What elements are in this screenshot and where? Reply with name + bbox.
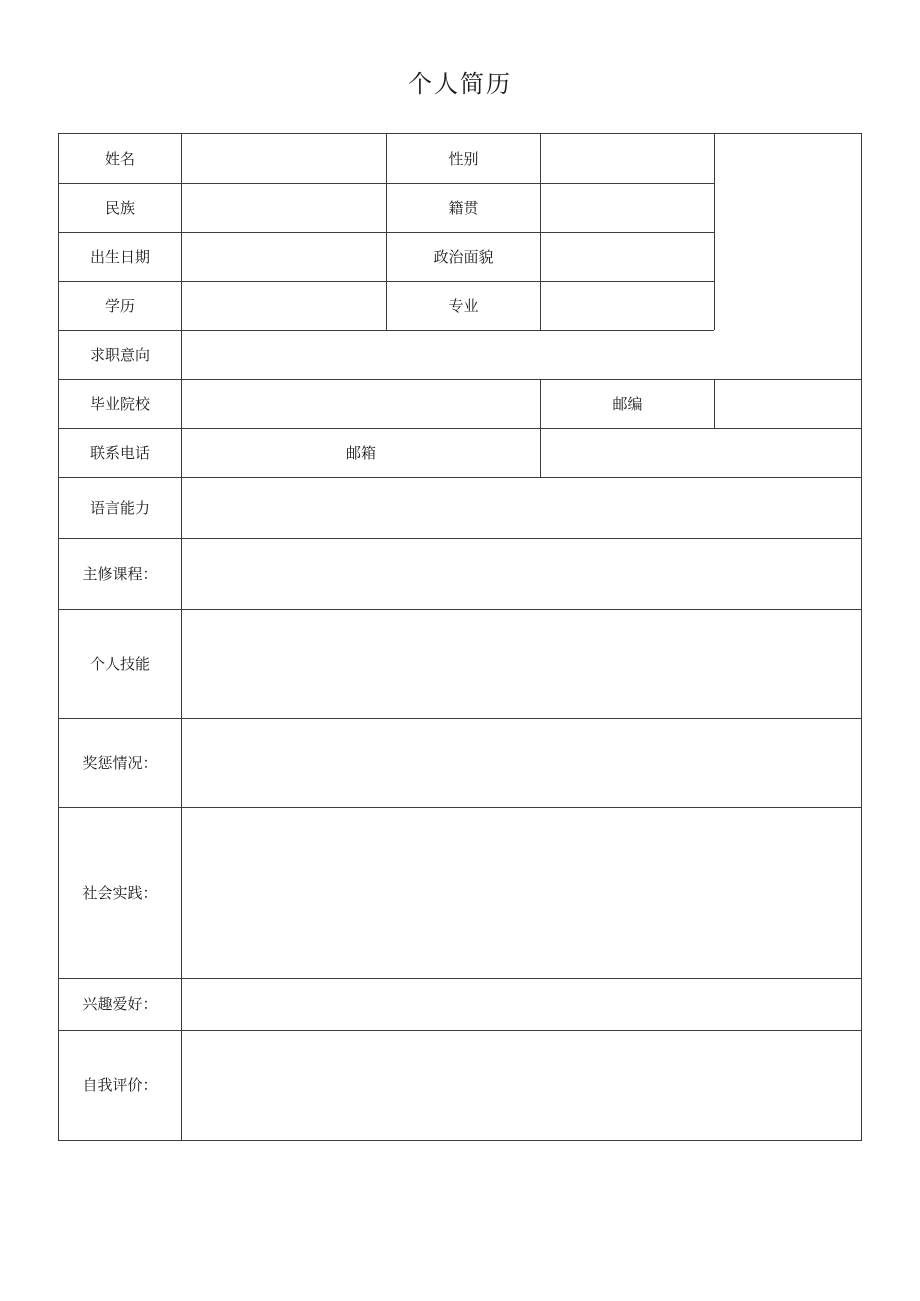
ethnicity-label: 民族 xyxy=(104,198,135,217)
political-status-label: 政治面貌 xyxy=(433,247,494,266)
language-label: 语言能力 xyxy=(89,498,150,517)
language-field[interactable] xyxy=(182,477,861,538)
job-intention-label: 求职意向 xyxy=(89,345,150,364)
postcode-label: 邮编 xyxy=(612,394,643,413)
courses-field[interactable] xyxy=(182,538,861,609)
major-field[interactable] xyxy=(541,281,714,330)
education-field[interactable] xyxy=(182,281,386,330)
awards-label: 奖惩情况： xyxy=(82,753,158,772)
practice-label: 社会实践： xyxy=(82,883,158,902)
hobbies-label: 兴趣爱好： xyxy=(82,995,158,1013)
ethnicity-field[interactable] xyxy=(182,183,386,232)
page-title: 个人简历 xyxy=(408,70,512,98)
skills-label: 个人技能 xyxy=(89,654,150,673)
name-label: 姓名 xyxy=(104,149,135,168)
self-eval-field[interactable] xyxy=(182,1030,861,1140)
graduated-school-label: 毕业院校 xyxy=(89,394,150,413)
political-status-field[interactable] xyxy=(541,232,714,281)
photo-area[interactable] xyxy=(715,134,861,379)
awards-field[interactable] xyxy=(182,718,861,807)
birth-date-field[interactable] xyxy=(182,232,386,281)
native-place-field[interactable] xyxy=(541,183,714,232)
name-field[interactable] xyxy=(182,134,386,183)
postcode-field[interactable] xyxy=(715,379,861,428)
education-label: 学历 xyxy=(104,296,135,315)
courses-label: 主修课程： xyxy=(82,564,158,583)
phone-label: 联系电话 xyxy=(89,443,150,462)
gender-field[interactable] xyxy=(541,134,714,183)
graduated-school-field[interactable] xyxy=(182,379,540,428)
gender-label: 性别 xyxy=(448,149,479,168)
email-label: 邮箱 xyxy=(345,443,376,462)
birth-date-label: 出生日期 xyxy=(89,247,150,266)
job-intention-field[interactable] xyxy=(182,330,714,379)
hobbies-field[interactable] xyxy=(182,978,861,1030)
major-label: 专业 xyxy=(448,296,479,315)
skills-field[interactable] xyxy=(182,609,861,718)
practice-field[interactable] xyxy=(182,807,861,978)
resume-form xyxy=(58,133,862,1141)
email-field[interactable] xyxy=(541,428,861,477)
native-place-label: 籍贯 xyxy=(448,198,479,217)
self-eval-label: 自我评价： xyxy=(82,1076,158,1094)
